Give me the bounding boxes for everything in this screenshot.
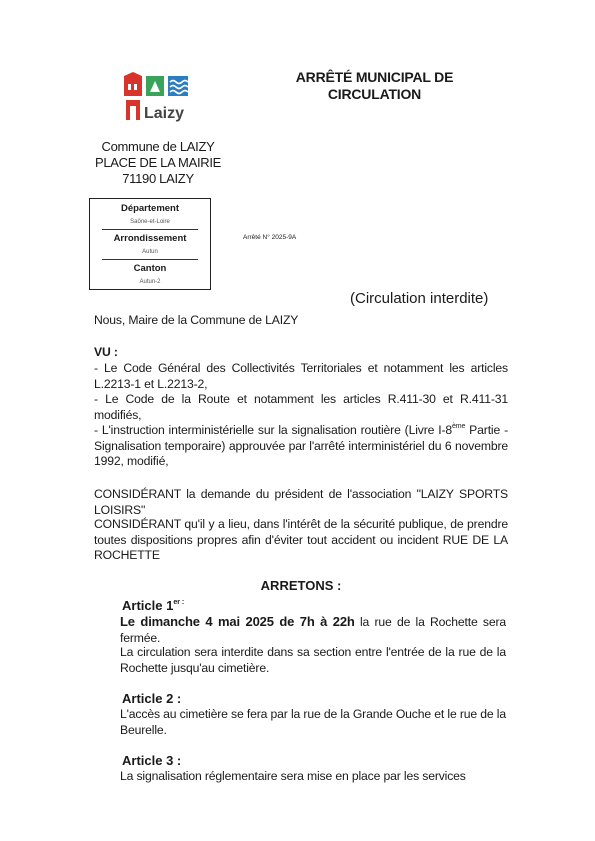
considerant-2 (94, 517, 508, 564)
arrondissement-label: Arrondissement (113, 233, 187, 244)
article-1-date: Le dimanche 4 mai 2025 de 7h à 22h (120, 614, 355, 629)
arretons-heading: ARRETONS : (260, 578, 342, 593)
departement-label: Département (120, 203, 180, 214)
commune-address (88, 139, 228, 187)
vu-item-3-sup: ème (452, 422, 466, 430)
vu-item-1: - Le Code Général des Collectivités Territoriales et notamment les articles L.2213-1 et L.2213-2, (94, 361, 508, 391)
article-1-paragraph-1 (120, 614, 506, 646)
admin-divider (102, 229, 198, 230)
arrondissement-value: Autun (142, 249, 158, 255)
departement-value: Saône-et-Loire (130, 219, 170, 225)
article-3-text: La signalisation réglementaire sera mise en place par les services (120, 769, 466, 783)
considerant-2-text: qu'il y a lieu, dans l'intérêt de la sécurité publique, de prendre toutes dispositions propres afin d'éviter tout accident ou incident RUE DE LA ROCHETTE (94, 517, 508, 562)
vu-item-2: - Le Code de la Route et notamment les articles R.411-30 et R.411-31 modifiés, (94, 392, 508, 422)
considerant-1-text: la demande du président de l'association "LAIZY SPORTS LOISIRS" (94, 487, 508, 517)
arrete-subject: (Circulation interdite) (350, 290, 489, 307)
vu-item-3-part-b: Partie - Signalisation temporaire) approuvée par l'arrêté interministériel du 6 novembre 1992, modifié, (94, 423, 508, 468)
admin-divider (102, 259, 198, 260)
administrative-box (89, 198, 211, 290)
document-title (262, 69, 487, 103)
commune-line-2: PLACE DE LA MAIRIE (94, 155, 222, 170)
article-1-sup: er : (173, 598, 185, 606)
canton-label: Canton (133, 263, 167, 274)
title-line-1: ARRÊTÉ MUNICIPAL DE (295, 69, 454, 85)
article-2-title: Article 2 : (122, 691, 182, 706)
article-3-title: Article 3 : (122, 753, 182, 768)
vu-item-3-part-a: - L'instruction interministérielle sur la signalisation routière (Livre I-8 (94, 423, 453, 437)
laizy-logo (122, 72, 194, 122)
considerant-2-lead: CONSIDÉRANT (94, 517, 181, 531)
article-1-rest: la rue de la Rochette sera fermée. (120, 615, 506, 645)
title-line-2: CIRCULATION (327, 86, 422, 102)
canton-value: Autun-2 (139, 279, 161, 285)
considerant-1-lead: CONSIDÉRANT (94, 487, 181, 501)
commune-line-3: 71190 LAIZY (122, 171, 194, 186)
arrete-number: Arrêté N° 2025-9A (243, 234, 297, 241)
intro-text: Nous, Maire de la Commune de LAIZY (94, 313, 299, 327)
article-1-paragraph-2: La circulation sera interdite dans sa section entre l'entrée de la rue de la Rochette jusqu'au cimetière. (120, 645, 506, 675)
article-2-text: L'accès au cimetière se fera par la rue de la Grande Ouche et le rue de la Beurelle. (120, 707, 506, 737)
logo-text: Laizy (144, 105, 185, 122)
article-1-label: Article 1 (122, 598, 174, 613)
commune-line-1: Commune de LAIZY (101, 139, 215, 154)
article-1-title (122, 598, 184, 613)
considerant-1 (94, 487, 508, 518)
vu-heading: VU : (94, 345, 118, 359)
vu-item-3 (94, 423, 508, 470)
logo-graphic-icon (122, 72, 194, 122)
